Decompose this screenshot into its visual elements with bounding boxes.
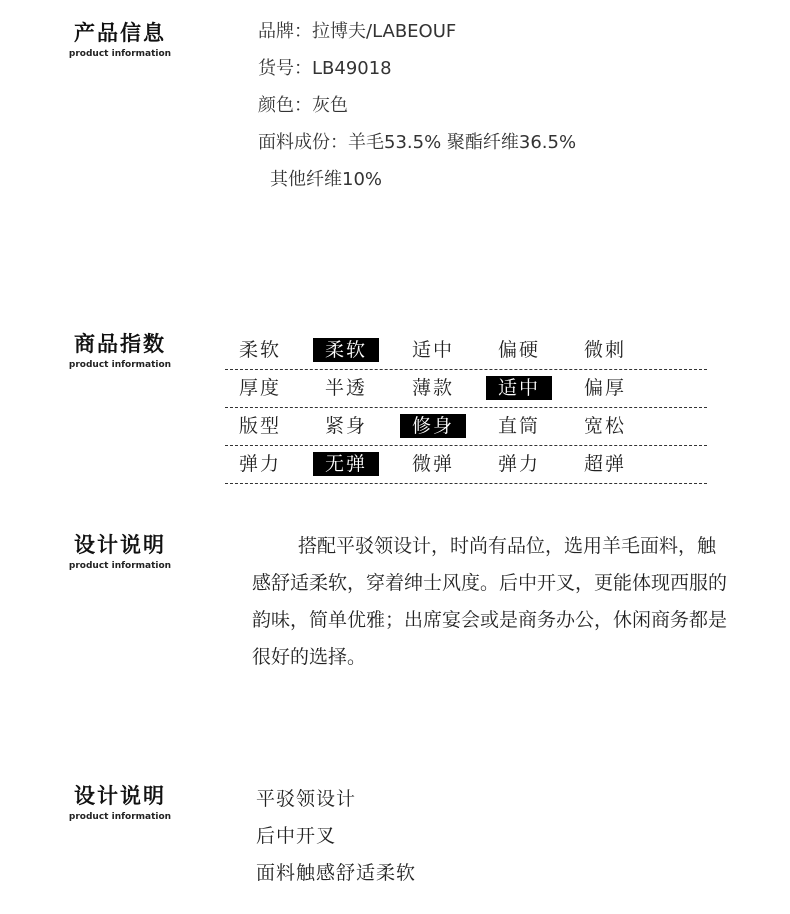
index-option: 宽松 bbox=[583, 415, 626, 437]
index-row bbox=[225, 332, 707, 370]
section-subtitle: product information bbox=[68, 49, 172, 59]
section-title: 设计说明 bbox=[74, 533, 166, 557]
section-header-product-index bbox=[65, 331, 175, 371]
index-option: 薄款 bbox=[411, 377, 454, 399]
index-row bbox=[225, 408, 707, 446]
section-title: 设计说明 bbox=[74, 784, 166, 808]
section-subtitle: product information bbox=[68, 360, 172, 370]
index-option: 弹力 bbox=[497, 453, 540, 475]
section-title: 产品信息 bbox=[74, 21, 166, 45]
index-option: 微刺 bbox=[583, 339, 626, 361]
index-row bbox=[225, 370, 707, 408]
index-option: 偏厚 bbox=[583, 377, 626, 399]
index-option: 微弹 bbox=[411, 453, 454, 475]
info-item-number: 货号：LB49018 bbox=[258, 58, 392, 79]
design-description-text: 搭配平驳领设计，时尚有品位，选用羊毛面料，触感舒适柔软，穿着绅士风度。后中开叉，更能体现西服的韵味，简单优雅；出席宴会或是商务办公，休闲商务都是很好的选择。 bbox=[252, 535, 728, 668]
info-fabric-other: 其他纤维10% bbox=[270, 169, 383, 190]
index-option-selected: 柔软 bbox=[313, 338, 379, 362]
section-header-design-description bbox=[65, 532, 175, 572]
section-header-design-points bbox=[65, 783, 175, 823]
index-option: 适中 bbox=[411, 339, 454, 361]
index-option-selected: 修身 bbox=[400, 414, 466, 438]
feature-item: 后中开叉 bbox=[256, 825, 337, 847]
product-info-list bbox=[258, 18, 576, 203]
info-color: 颜色：灰色 bbox=[258, 95, 348, 116]
section-subtitle: product information bbox=[68, 812, 172, 822]
index-option: 直筒 bbox=[497, 415, 540, 437]
index-row-label: 柔软 bbox=[238, 339, 281, 361]
index-option: 超弹 bbox=[583, 453, 626, 475]
section-subtitle: product information bbox=[68, 561, 172, 571]
design-description bbox=[252, 528, 727, 676]
product-index-grid bbox=[225, 332, 707, 484]
section-header-product-info bbox=[65, 20, 175, 60]
info-fabric: 面料成份：羊毛53.5% 聚酯纤维36.5% bbox=[258, 132, 577, 153]
feature-item: 平驳领设计 bbox=[256, 788, 357, 810]
index-row-label: 版型 bbox=[238, 415, 281, 437]
index-option: 半透 bbox=[324, 377, 367, 399]
index-option-selected: 无弹 bbox=[313, 452, 379, 476]
index-row-label: 弹力 bbox=[238, 453, 281, 475]
index-row-label: 厚度 bbox=[238, 377, 281, 399]
index-option: 偏硬 bbox=[497, 339, 540, 361]
design-feature-list bbox=[256, 784, 416, 895]
info-brand: 品牌：拉博夫/LABEOUF bbox=[258, 21, 457, 42]
section-title: 商品指数 bbox=[74, 332, 166, 356]
index-option: 紧身 bbox=[324, 415, 367, 437]
index-option-selected: 适中 bbox=[486, 376, 552, 400]
feature-item: 面料触感舒适柔软 bbox=[256, 862, 417, 884]
index-row bbox=[225, 446, 707, 484]
